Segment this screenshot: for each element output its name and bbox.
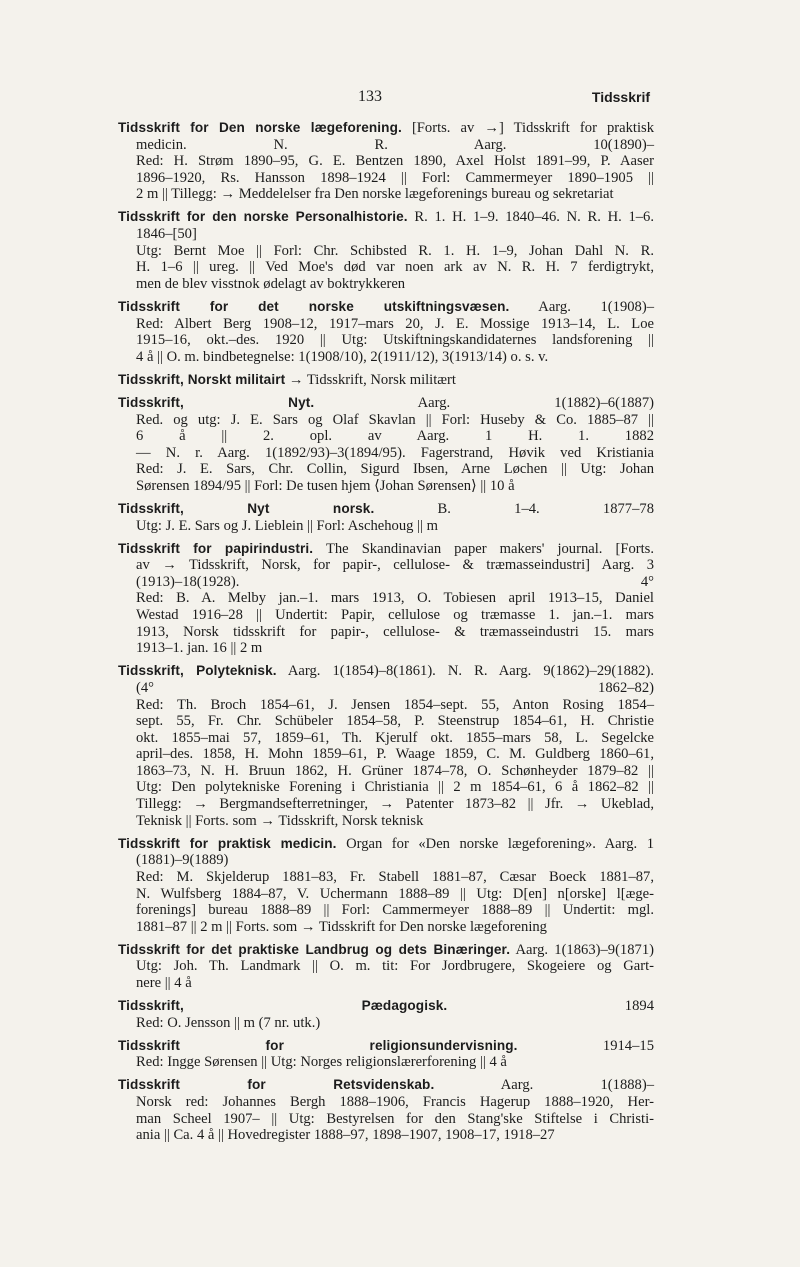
entry-line: Utg: Joh. Th. Landmark || O. m. tit: For Jordbrugere, Skogeiere og Gart-: [136, 958, 654, 975]
entry-text: Aarg. 1(1863)–9(1871): [510, 941, 654, 958]
entry-first-line: [118, 299, 654, 316]
page-number: 133: [358, 88, 382, 105]
entry-first-line: [118, 1038, 654, 1055]
entry-line: ania || Ca. 4 å || Hovedregister 1888–97, 1898–1907, 1908–17, 1918–27: [136, 1127, 555, 1144]
catalog-entry: [118, 299, 654, 365]
entry-first-line: [118, 209, 654, 226]
entry-text: Aarg. 1(1888)–: [434, 1077, 654, 1094]
entry-line: 1846–[50]: [136, 226, 197, 243]
entry-line: Utg: Bernt Moe || Forl: Chr. Schibsted R. 1. H. 1–9, Johan Dahl N. R.: [136, 242, 654, 259]
entry-line: sept. 55, Fr. Chr. Schübeler 1854–58, P. Steenstrup 1854–61, H. Christie: [136, 713, 654, 730]
entry-first-line: [118, 395, 654, 412]
entry-headword: Tidsskrift, Nyt.: [118, 394, 315, 410]
entry-first-line: [118, 1077, 654, 1094]
entry-headword: Tidsskrift, Polyteknisk.: [118, 663, 277, 679]
catalog-entry: [118, 1077, 654, 1143]
entry-line: Utg: Den polytekniske Forening i Christiania || 2 m 1854–61, 6 å 1862–82 ||: [136, 779, 654, 796]
entry-headword: Tidsskrift for Den norske lægeforening.: [118, 120, 402, 135]
catalog-entry: [118, 209, 654, 292]
catalog-entry: [118, 942, 654, 992]
entry-line: Red: Th. Broch 1854–61, J. Jensen 1854–sept. 55, Anton Rosing 1854–: [136, 696, 654, 713]
entry-line: 1881–87 || 2 m || Forts. som → Tidsskrift for Den norske lægeforening: [136, 918, 547, 935]
entry-line: men de blev visstnok ødelagt av boktrykkeren: [136, 275, 406, 292]
catalog-entry: [118, 836, 654, 936]
entry-line: Red: B. A. Melby jan.–1. mars 1913, O. Tobiesen april 1913–15, Daniel: [136, 590, 654, 607]
entry-line: 2 m || Tillegg: → Meddelelser fra Den norske lægeforenings bureau og sekretariat: [136, 186, 614, 203]
catalog-entry: [118, 541, 654, 657]
entry-line: Westad 1916–28 || Undertit: Papir, cellulose og træmasse 1. jan.–1. mars: [136, 607, 654, 624]
entry-first-line: [118, 942, 654, 959]
entry-line: 1915–16, okt.–des. 1920 || Utg: Utskiftningskandidaternes landsforening ||: [136, 332, 654, 349]
entry-line: (4° 1862–82): [136, 679, 654, 696]
entry-line: H. 1–6 || ureg. || Ved Moe's død var noen ark av N. R. H. 7 ferdigtrykt,: [136, 259, 654, 276]
entry-line: (1881)–9(1889): [136, 852, 229, 869]
entry-line: Red: Albert Berg 1908–12, 1917–mars 20, J. E. Mossige 1913–14, L. Loe: [136, 315, 654, 332]
entry-line: 6 å || 2. opl. av Aarg. 1 H. 1. 1882: [136, 428, 654, 445]
entry-text: Aarg. 1(1854)–8(1861). N. R. Aarg. 9(1862)–29(1882).: [276, 663, 654, 680]
entry-line: okt. 1855–mai 57, 1859–61, Th. Kjerulf okt. 1855–mars 58, L. Segelcke: [136, 729, 654, 746]
running-head: Tidsskrif: [591, 89, 650, 105]
catalog-entry: [118, 372, 654, 389]
entry-line: 1913, Norsk tidsskrift for papir-, cellulose- & træmasseindustri 15. mars: [136, 623, 654, 640]
entry-line: Red. og utg: J. E. Sars og Olaf Skavlan || Forl: Huseby & Co. 1885–87 ||: [136, 411, 654, 428]
entry-text: Aarg. 1(1882)–6(1887): [314, 394, 654, 411]
entry-line: Red: O. Jensson || m (7 nr. utk.): [136, 1014, 321, 1031]
entry-line: 1896–1920, Rs. Hansson 1898–1924 || Forl: Cammermeyer 1890–1905 ||: [136, 169, 654, 186]
entry-headword: Tidsskrift for det norske utskiftningsvæsen.: [118, 298, 510, 314]
entry-line: man Scheel 1907– || Utg: Bestyrelsen for den Stang'ske Stiftelse i Christi-: [136, 1110, 654, 1127]
entry-line: Red: J. E. Sars, Chr. Collin, Sigurd Ibsen, Arne Løchen || Utg: Johan: [136, 461, 654, 478]
catalog-entry: [118, 663, 654, 829]
entry-text: Organ for «Den norske lægeforening». Aarg. 1: [336, 835, 654, 852]
entry-line: nere || 4 å: [136, 975, 192, 991]
entry-list: [118, 120, 654, 1150]
entry-line: av → Tidsskrift, Norsk, for papir-, cellulose- & træmasseindustri] Aarg. 3: [136, 557, 654, 574]
entry-line: Red: H. Strøm 1890–95, G. E. Bentzen 1890, Axel Holst 1891–99, P. Aaser: [136, 153, 654, 170]
entry-line: Sørensen 1894/95 || Forl: De tusen hjem ⟨Johan Sørensen⟩ || 10 å: [136, 477, 515, 494]
entry-text: Aarg. 1(1908)–: [509, 298, 654, 315]
entry-line: Utg: J. E. Sars og J. Lieblein || Forl: Aschehoug || m: [136, 517, 438, 534]
catalog-entry: [118, 501, 654, 534]
entry-line: Norsk red: Johannes Bergh 1888–1906, Francis Hagerup 1888–1920, Her-: [136, 1094, 654, 1111]
entry-text: B. 1–4. 1877–78: [374, 500, 654, 517]
entry-line: Red: M. Skjelderup 1881–83, Fr. Stabell 1881–87, Cæsar Boeck 1881–87,: [136, 868, 654, 885]
entry-text: 1914–15: [517, 1037, 654, 1054]
entry-line: 1863–73, N. H. Bruun 1862, H. Grüner 1874–78, O. Schønheyder 1879–82 ||: [136, 762, 654, 779]
entry-first-line: [118, 501, 654, 518]
catalog-entry: [118, 395, 654, 495]
entry-line: april–des. 1858, H. Mohn 1859–61, P. Waage 1859, C. M. Guldberg 1860–61,: [136, 746, 654, 763]
entry-line: Teknisk || Forts. som → Tidsskrift, Norsk teknisk: [136, 812, 424, 829]
entry-line: 1913–1. jan. 16 || 2 m: [136, 640, 263, 657]
entry-text: [Forts. av →] Tidsskrift for praktisk: [401, 120, 655, 136]
entry-headword: Tidsskrift for Retsvidenskab.: [118, 1077, 435, 1093]
entry-text: 1894: [447, 998, 654, 1015]
entry-first-line: [118, 663, 654, 680]
entry-first-line: [118, 120, 654, 137]
entry-line: (1913)–18(1928). 4°: [136, 573, 654, 590]
entry-line: medicin. N. R. Aarg. 10(1890)–: [136, 136, 654, 153]
catalog-entry: [118, 1038, 654, 1071]
entry-headword: Tidsskrift, Norskt militairt: [118, 371, 286, 387]
entry-line: Red: Ingge Sørensen || Utg: Norges religionslærerforening || 4 å: [136, 1054, 507, 1071]
entry-first-line: [118, 541, 654, 558]
entry-headword: Tidsskrift for den norske Personalhistorie.: [118, 209, 408, 225]
entry-line: Tillegg: → Bergmandsefterretninger, → Patenter 1873–82 || Jfr. → Ukeblad,: [136, 796, 654, 813]
entry-first-line: [118, 836, 654, 853]
entry-line: N. Wulfsberg 1884–87, V. Uchermann 1888–89 || Utg: D[en] n[orske] l[æge-: [136, 885, 654, 902]
entry-first-line: [118, 998, 654, 1015]
entry-headword: Tidsskrift for papirindustri.: [118, 540, 314, 556]
entry-text: → Tidsskrift, Norsk militært: [285, 371, 456, 388]
entry-line: 4 å || O. m. bindbetegnelse: 1(1908/10), 2(1911/12), 3(1913/14) o. s. v.: [136, 348, 549, 365]
entry-first-line: [118, 372, 654, 389]
catalog-entry: [118, 998, 654, 1031]
entry-text: The Skandinavian paper makers' journal. [Forts.: [313, 540, 654, 557]
entry-line: — N. r. Aarg. 1(1892/93)–3(1894/95). Fagerstrand, Høvik ved Kristiania: [136, 444, 654, 461]
entry-headword: Tidsskrift for praktisk medicin.: [118, 835, 337, 851]
catalog-entry: [118, 120, 654, 203]
entry-line: forenings] bureau 1888–89 || Forl: Cammermeyer 1888–89 || Undertit: mgl.: [136, 902, 654, 919]
page-header: [0, 88, 800, 112]
entry-headword: Tidsskrift for religionsundervisning.: [118, 1037, 518, 1053]
entry-text: R. 1. H. 1–9. 1840–46. N. R. H. 1–6.: [407, 209, 654, 226]
entry-headword: Tidsskrift, Pædagogisk.: [118, 998, 448, 1014]
entry-headword: Tidsskrift for det praktiske Landbrug og dets Binæringer.: [118, 941, 511, 957]
entry-headword: Tidsskrift, Nyt norsk.: [118, 500, 375, 516]
